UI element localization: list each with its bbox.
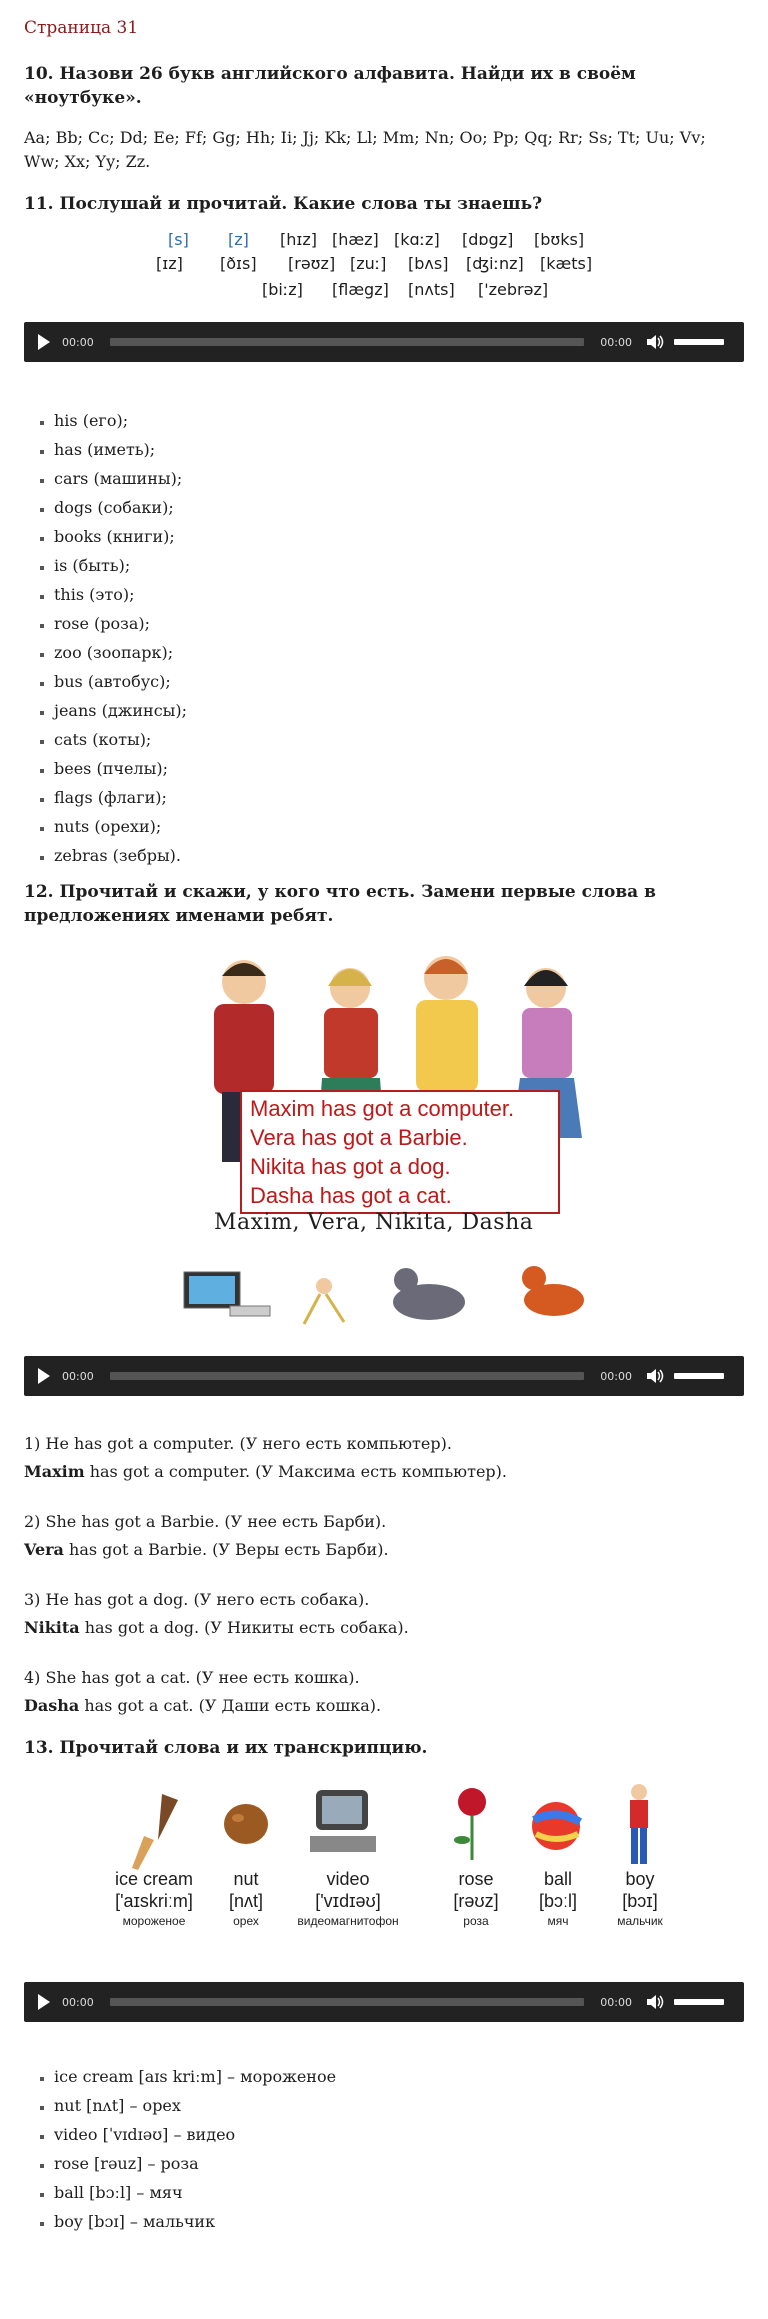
list-item: ▪ his (его); <box>54 406 744 435</box>
volume-slider[interactable] <box>674 1373 724 1379</box>
answer-line: 4) She has got a cat. (У нее есть кошка). <box>24 1668 360 1687</box>
boy-icon <box>630 1784 648 1864</box>
answer-name: Maxim <box>24 1462 85 1481</box>
word-card <box>288 1868 408 1930</box>
nut-icon <box>224 1804 268 1844</box>
word-card <box>600 1868 680 1930</box>
answer-rest: has got a dog. (У Никиты есть собака). <box>79 1618 409 1637</box>
answer-line: 3) He has got a dog. (У него есть собака). <box>24 1590 370 1609</box>
word-en: nut <box>233 1869 259 1889</box>
word-ru: орех <box>233 1914 259 1928</box>
answer-line <box>24 1458 744 1486</box>
word-transcription: [bɔɪ] <box>622 1891 658 1911</box>
task10-heading: 10. Назови 26 букв английского алфавита. Найди их в своём «ноутбуке». <box>24 64 636 108</box>
sentences-box <box>240 1090 560 1214</box>
audio-current-time: 00:00 <box>62 1369 94 1383</box>
word-en: ice cream <box>114 1869 194 1889</box>
names-caption: Maxim, Vera, Nikita, Dasha <box>214 1210 534 1235</box>
list-item: ▪ cars (машины); <box>54 464 744 493</box>
list-item: ▪ ice cream [aɪs kriːm] – мороженое <box>54 2062 744 2091</box>
word-transcription: [rəʊz] <box>453 1891 499 1911</box>
phonetic: ['zebrəz] <box>478 280 549 299</box>
list-item: ▪ books (книги); <box>54 522 744 551</box>
audio-progress-bar[interactable] <box>110 1998 585 2006</box>
word-ru: мальчик <box>617 1914 663 1928</box>
list-item: ▪ zoo (зоопарк); <box>54 638 744 667</box>
audio-player-3[interactable] <box>24 1982 744 2022</box>
answer-rest: has got a Barbie. (У Веры есть Барби). <box>63 1540 389 1559</box>
page-title: Страница 31 <box>24 18 139 38</box>
sentence: Dasha has got a cat. <box>250 1183 452 1208</box>
phonetic: [ðɪs] <box>220 254 257 273</box>
answer-name: Vera <box>24 1540 64 1559</box>
phonetic: [ʤiːnz] <box>466 254 524 273</box>
words-list <box>24 406 744 870</box>
play-icon[interactable] <box>38 1994 50 2010</box>
alphabet-text: Aa; Bb; Cc; Dd; Ee; Ff; Gg; Hh; Ii; Jj; Kk; Ll; Mm; Nn; Oo; Pp; Qq; Rr; Ss; Tt; Uu; Vv; Ww; Xx; Yy; Zz. <box>24 128 706 171</box>
volume-icon[interactable] <box>646 1994 664 2010</box>
video-icon <box>310 1790 376 1852</box>
answer-block <box>24 1664 744 1726</box>
word-ru: роза <box>463 1914 489 1928</box>
word-en: rose <box>458 1869 494 1889</box>
list-item: ▪ nuts (орехи); <box>54 812 744 841</box>
phonetic: [hɪz] <box>280 230 317 249</box>
phonetic: [kæts] <box>540 254 593 273</box>
sentence: Nikita has got a dog. <box>250 1154 451 1179</box>
phonetic-chart <box>132 230 592 312</box>
task13-heading: 13. Прочитай слова и их транскрипцию. <box>24 1738 428 1758</box>
answer-rest: has got a computer. (У Максима есть компьютер). <box>84 1462 507 1481</box>
word-card <box>436 1868 516 1930</box>
word-transcription: ['vɪdɪəʊ] <box>315 1891 381 1911</box>
list-item: ▪ zebras (зебры). <box>54 841 744 870</box>
phonetic: [dɒgz] <box>462 230 514 249</box>
list-item: ▪ video [ˈvɪdɪəʊ] – видео <box>54 2120 744 2149</box>
sentence: Vera has got a Barbie. <box>250 1125 468 1150</box>
phonetic: [ɪz] <box>156 254 183 273</box>
sentence: Maxim has got a computer. <box>250 1096 515 1121</box>
list-item: ▪ has (иметь); <box>54 435 744 464</box>
list-item: ▪ cats (коты); <box>54 725 744 754</box>
transcription-list <box>24 2062 744 2236</box>
rose-icon <box>454 1788 486 1860</box>
audio-duration: 00:00 <box>600 1369 632 1383</box>
list-item: ▪ bus (автобус); <box>54 667 744 696</box>
answer-block <box>24 1430 744 1508</box>
word-card <box>518 1868 598 1930</box>
phonetic: [flægz] <box>332 280 389 299</box>
phonetic: [s] <box>168 230 189 249</box>
answer-name: Dasha <box>24 1696 80 1715</box>
volume-icon[interactable] <box>646 1368 664 1384</box>
list-item: ▪ nut [nʌt] – орех <box>54 2091 744 2120</box>
answers <box>24 1430 744 1726</box>
volume-icon[interactable] <box>646 334 664 350</box>
audio-progress-bar[interactable] <box>110 338 585 346</box>
answer-line: 1) He has got a computer. (У него есть компьютер). <box>24 1434 452 1453</box>
list-item: ▪ flags (флаги); <box>54 783 744 812</box>
task12-heading: 12. Прочитай и скажи, у кого что есть. Замени первые слова в предложениях именами ребят. <box>24 882 656 926</box>
list-item: ▪ boy [bɔɪ] – мальчик <box>54 2207 744 2236</box>
phonetic: [hæz] <box>332 230 379 249</box>
list-item: ▪ this (это); <box>54 580 744 609</box>
word-transcription: [nʌt] <box>228 1891 263 1911</box>
word-en: ball <box>543 1869 573 1889</box>
answer-block <box>24 1508 744 1586</box>
phonetic: [bʌs] <box>408 254 449 273</box>
list-item: ▪ dogs (собаки); <box>54 493 744 522</box>
volume-slider[interactable] <box>674 339 724 345</box>
word-ru: видеомагнитофон <box>297 1914 399 1928</box>
answer-line <box>24 1536 744 1564</box>
list-item: ▪ rose (роза); <box>54 609 744 638</box>
play-icon[interactable] <box>38 1368 50 1384</box>
audio-player-1[interactable] <box>24 322 744 362</box>
audio-duration: 00:00 <box>600 1995 632 2009</box>
list-item: ▪ is (быть); <box>54 551 744 580</box>
word-transcription: [bɔːl] <box>538 1891 577 1911</box>
audio-current-time: 00:00 <box>62 1995 94 2009</box>
audio-player-2[interactable] <box>24 1356 744 1396</box>
task11-heading: 11. Послушай и прочитай. Какие слова ты знаешь? <box>24 194 543 214</box>
answer-name: Nikita <box>24 1618 80 1637</box>
phonetic: [nʌts] <box>408 280 455 299</box>
word-card <box>206 1868 286 1930</box>
word-en: boy <box>625 1869 655 1889</box>
list-item: ▪ ball [bɔːl] – мяч <box>54 2178 744 2207</box>
words-pictures <box>24 1776 744 1976</box>
word-transcription: ['aɪskriːm] <box>115 1891 193 1911</box>
phonetic: [zuː] <box>350 254 387 273</box>
kids-illustration <box>24 942 744 1352</box>
phonetic: [rəʊz] <box>288 254 336 273</box>
phonetic: [bʊks] <box>534 230 585 249</box>
word-en: video <box>326 1869 370 1889</box>
list-item: ▪ jeans (джинсы); <box>54 696 744 725</box>
answer-line: 2) She has got a Barbie. (У нее есть Барби). <box>24 1512 387 1531</box>
ball-icon <box>532 1802 580 1850</box>
answer-block <box>24 1586 744 1664</box>
word-ru: мяч <box>547 1914 569 1928</box>
answer-rest: has got a cat. (У Даши есть кошка). <box>79 1696 382 1715</box>
list-item: ▪ rose [rəuz] – роза <box>54 2149 744 2178</box>
phonetic: [z] <box>228 230 249 249</box>
audio-duration: 00:00 <box>600 335 632 349</box>
answer-line <box>24 1692 744 1720</box>
volume-slider[interactable] <box>674 1999 724 2005</box>
play-icon[interactable] <box>38 334 50 350</box>
audio-current-time: 00:00 <box>62 335 94 349</box>
word-ru: мороженое <box>122 1914 186 1928</box>
word-images <box>24 1776 744 1872</box>
phonetic: [kɑːz] <box>394 230 440 249</box>
audio-progress-bar[interactable] <box>110 1372 585 1380</box>
answer-line <box>24 1614 744 1642</box>
phonetic: [biːz] <box>262 280 303 299</box>
word-card <box>94 1868 214 1930</box>
list-item: ▪ bees (пчелы); <box>54 754 744 783</box>
ice-cream-icon <box>132 1794 178 1870</box>
